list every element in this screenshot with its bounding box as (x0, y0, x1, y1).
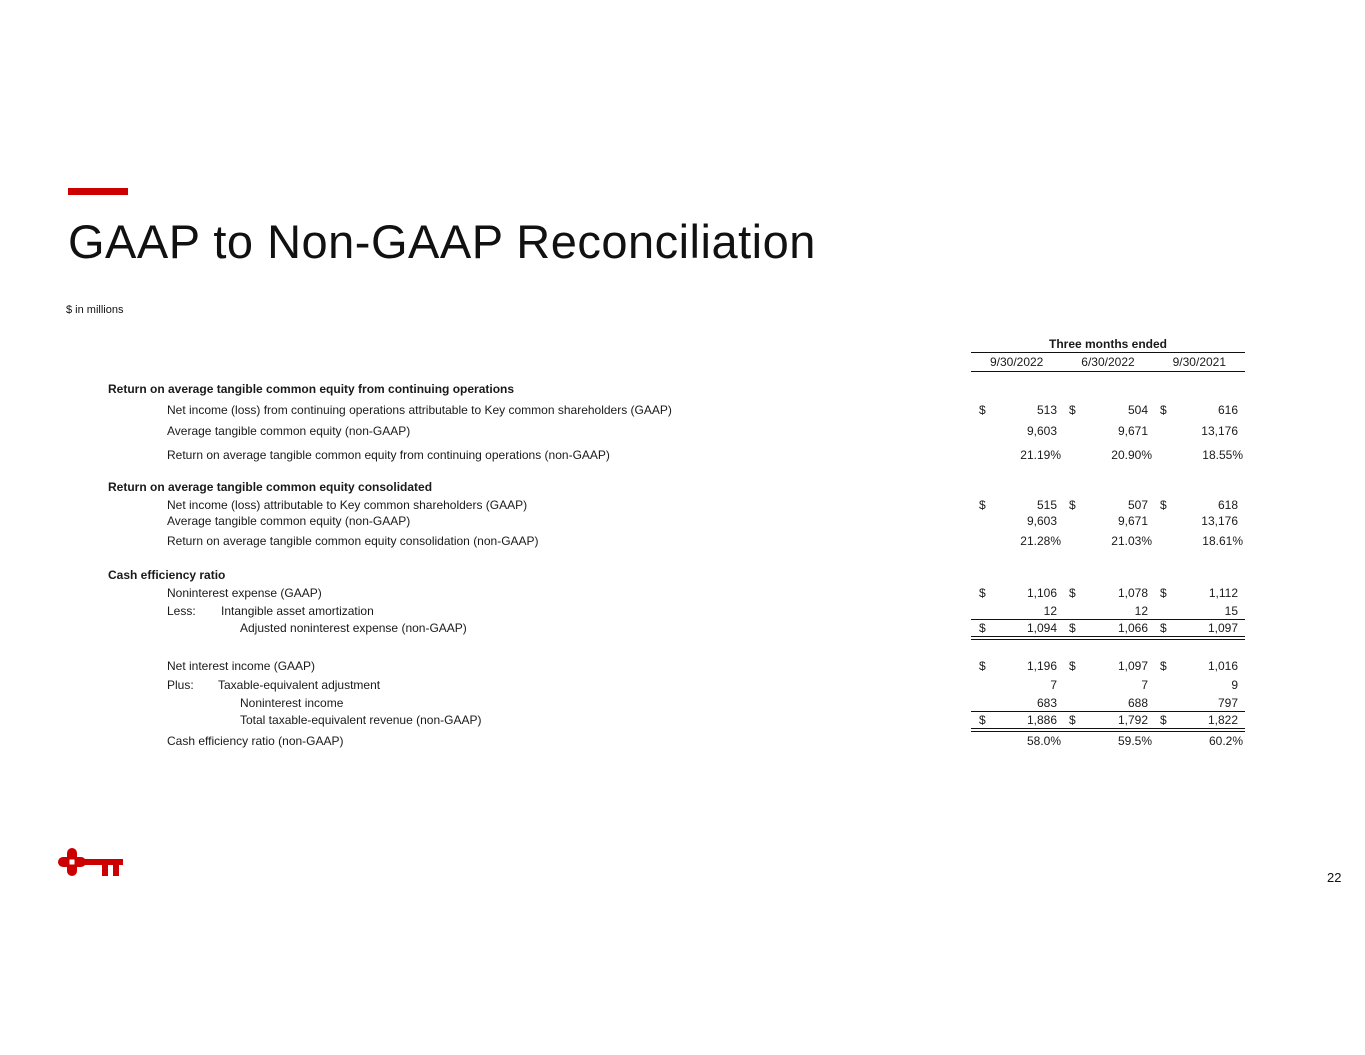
section-heading: Return on average tangible common equity from continuing operations (108, 382, 515, 396)
row-label: Intangible asset amortization (221, 604, 374, 618)
cell-value: 15 (1224, 604, 1238, 618)
currency-symbol: $ (1069, 621, 1076, 635)
key-logo-icon (58, 846, 124, 878)
row-label: Average tangible common equity (non-GAAP) (167, 514, 411, 528)
cell-value: 1,094 (1026, 621, 1057, 635)
cell-value: 513 (1036, 403, 1057, 417)
cell-value: 1,792 (1117, 713, 1148, 727)
cell-value: 9,671 (1117, 424, 1148, 438)
currency-symbol: $ (979, 621, 986, 635)
cell-value: 21.03% (1111, 534, 1152, 548)
cell-value: 7 (1141, 678, 1148, 692)
cell-value: 1,097 (1207, 621, 1238, 635)
currency-symbol: $ (1069, 403, 1076, 417)
cell-value: 58.0% (1026, 734, 1061, 748)
period-header: 9/30/2022 (989, 355, 1044, 369)
row-label: Total taxable-equivalent revenue (non-GAAP) (240, 713, 482, 727)
cell-value: 59.5% (1117, 734, 1152, 748)
cell-value: 18.61% (1202, 534, 1243, 548)
cell-value: 9,603 (1026, 424, 1057, 438)
currency-symbol: $ (979, 659, 986, 673)
cell-value: 1,196 (1026, 659, 1057, 673)
period-header: 6/30/2022 (1081, 355, 1135, 369)
row-label: Noninterest expense (GAAP) (167, 586, 322, 600)
cell-value: 1,016 (1207, 659, 1238, 673)
currency-symbol: $ (1069, 659, 1076, 673)
currency-symbol: $ (1160, 403, 1167, 417)
row-label: Net income (loss) attributable to Key common shareholders (GAAP) (167, 498, 528, 512)
section-heading: Cash efficiency ratio (108, 568, 226, 582)
cell-value: 7 (1050, 678, 1057, 692)
cell-value: 504 (1127, 403, 1148, 417)
subtotal-rule (971, 711, 1245, 712)
row-label: Return on average tangible common equity from continuing operations (non-GAAP) (167, 448, 610, 462)
cell-value: 1,112 (1208, 586, 1238, 600)
section-heading: Return on average tangible common equity consolidated (108, 480, 433, 494)
currency-symbol: $ (979, 586, 986, 600)
total-double-rule (971, 636, 1245, 640)
cell-value: 683 (1036, 696, 1057, 710)
currency-symbol: $ (979, 498, 986, 512)
cell-value: 12 (1043, 604, 1057, 618)
currency-symbol: $ (1069, 586, 1076, 600)
subtotal-rule (971, 619, 1245, 620)
units-note: $ in millions (66, 304, 124, 316)
currency-symbol: $ (979, 713, 986, 727)
cell-value: 60.2% (1208, 734, 1243, 748)
row-label: Adjusted noninterest expense (non-GAAP) (240, 621, 467, 635)
cell-value: 9,603 (1026, 514, 1057, 528)
row-label: Taxable-equivalent adjustment (218, 678, 381, 692)
row-label: Return on average tangible common equity consolidation (non-GAAP) (167, 534, 539, 548)
currency-symbol: $ (1069, 498, 1076, 512)
currency-symbol: $ (1160, 586, 1167, 600)
cell-value: 797 (1217, 696, 1238, 710)
cell-value: 1,097 (1117, 659, 1148, 673)
cell-value: 9,671 (1117, 514, 1148, 528)
row-prefix: Less: (167, 604, 196, 618)
row-label: Cash efficiency ratio (non-GAAP) (167, 734, 344, 748)
cell-value: 1,822 (1207, 713, 1238, 727)
cell-value: 1,066 (1117, 621, 1148, 635)
currency-symbol: $ (1160, 713, 1167, 727)
row-label: Noninterest income (240, 696, 344, 710)
cell-value: 21.28% (1020, 534, 1061, 548)
currency-symbol: $ (1069, 713, 1076, 727)
cell-value: 18.55% (1202, 448, 1243, 462)
cell-value: 1,078 (1117, 586, 1148, 600)
cell-value: 21.19% (1020, 448, 1061, 462)
page-number: 22 (1327, 870, 1342, 885)
cell-value: 12 (1134, 604, 1148, 618)
cell-value: 507 (1127, 498, 1148, 512)
cell-value: 1,106 (1026, 586, 1057, 600)
currency-symbol: $ (1160, 498, 1167, 512)
cell-value: 616 (1217, 403, 1238, 417)
cell-value: 515 (1036, 498, 1057, 512)
currency-symbol: $ (1160, 659, 1167, 673)
page-title: GAAP to Non-GAAP Reconciliation (68, 215, 816, 268)
total-double-rule (971, 728, 1245, 732)
cell-value: 9 (1231, 678, 1238, 692)
period-header: 9/30/2021 (1172, 355, 1227, 369)
currency-symbol: $ (1160, 621, 1167, 635)
currency-symbol: $ (979, 403, 986, 417)
cell-value: 688 (1127, 696, 1148, 710)
row-label: Net income (loss) from continuing operations attributable to Key common shareholders (GAAP) (167, 403, 672, 417)
cell-value: 1,886 (1026, 713, 1057, 727)
cell-value: 20.90% (1111, 448, 1152, 462)
cell-value: 13,176 (1201, 424, 1238, 438)
row-label: Net interest income (GAAP) (167, 659, 316, 673)
cell-value: 618 (1217, 498, 1238, 512)
row-prefix: Plus: (167, 678, 194, 692)
row-label: Average tangible common equity (non-GAAP) (167, 424, 411, 438)
cell-value: 13,176 (1201, 514, 1238, 528)
group-header: Three months ended (1048, 337, 1167, 351)
